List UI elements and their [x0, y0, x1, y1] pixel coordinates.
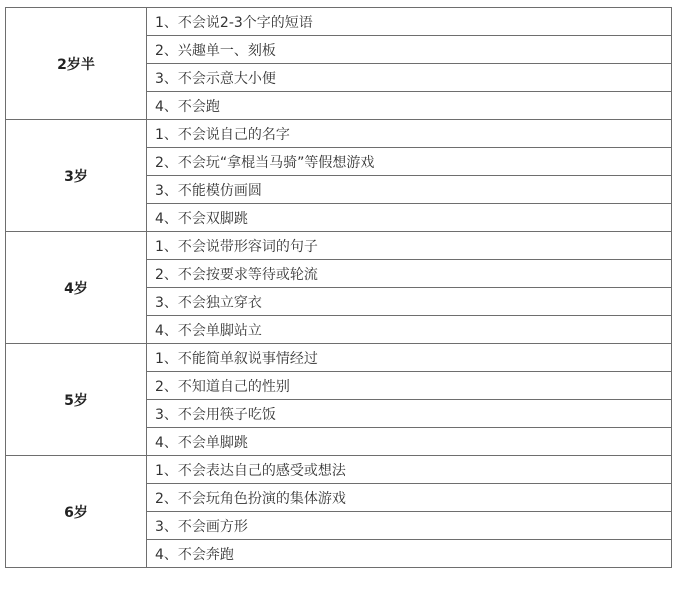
warning-item: 4、不会单脚跳	[147, 428, 672, 456]
age-label: 5岁	[6, 344, 147, 456]
warning-item: 4、不会奔跑	[147, 540, 672, 568]
milestone-table	[5, 7, 672, 568]
warning-item: 3、不会用筷子吃饭	[147, 400, 672, 428]
warning-item: 1、不会表达自己的感受或想法	[147, 456, 672, 484]
table-row	[6, 120, 672, 148]
warning-item: 4、不会双脚跳	[147, 204, 672, 232]
age-label: 3岁	[6, 120, 147, 232]
warning-item: 2、不会玩角色扮演的集体游戏	[147, 484, 672, 512]
age-label: 2岁半	[6, 8, 147, 120]
warning-item: 3、不会独立穿衣	[147, 288, 672, 316]
table-row	[6, 344, 672, 372]
age-label: 4岁	[6, 232, 147, 344]
warning-item: 1、不会说带形容词的句子	[147, 232, 672, 260]
warning-item: 3、不能模仿画圆	[147, 176, 672, 204]
table-row	[6, 8, 672, 36]
warning-item: 1、不会说自己的名字	[147, 120, 672, 148]
table-row	[6, 232, 672, 260]
warning-item: 1、不能简单叙说事情经过	[147, 344, 672, 372]
warning-item: 2、不会玩“拿棍当马骑”等假想游戏	[147, 148, 672, 176]
warning-item: 2、不会按要求等待或轮流	[147, 260, 672, 288]
table-row	[6, 456, 672, 484]
warning-item: 3、不会画方形	[147, 512, 672, 540]
warning-item: 4、不会跑	[147, 92, 672, 120]
warning-item: 4、不会单脚站立	[147, 316, 672, 344]
warning-item: 1、不会说2-3个字的短语	[147, 8, 672, 36]
warning-item: 2、不知道自己的性别	[147, 372, 672, 400]
warning-item: 3、不会示意大小便	[147, 64, 672, 92]
warning-item: 2、兴趣单一、刻板	[147, 36, 672, 64]
age-label: 6岁	[6, 456, 147, 568]
